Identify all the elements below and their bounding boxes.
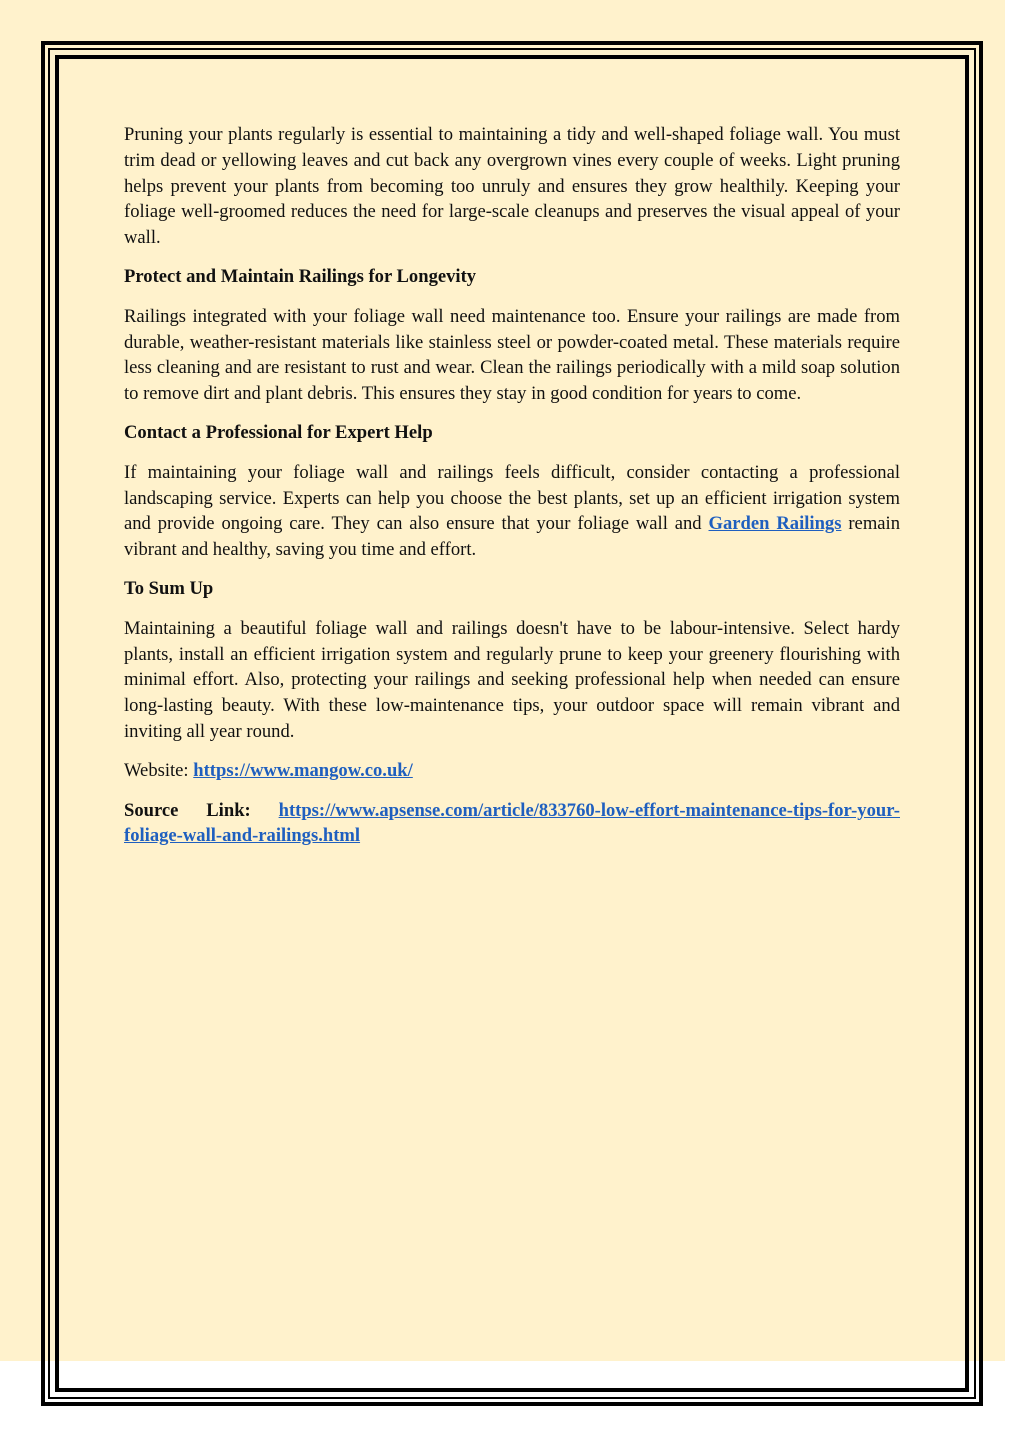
paragraph-professional [124,460,900,563]
paragraph-professional-text: If maintaining your foliage wall and railings feels difficult, consider contacting a professional landscaping service. Experts can help you choose the best plants, set up an efficient irrigation system and provide ongoing care. They can also ensure that your foliage wall and [124,461,900,535]
paragraph-railings: Railings integrated with your foliage wall need maintenance too. Ensure your railings are made from durable, weather-resistant materials like stainless steel or powder-coated metal. These materials require less cleaning and are resistant to rust and wear. Clean the railings periodically with a mild soap solution to remove dirt and plant debris. This ensures they stay in good condition for years to come. [124,305,900,405]
paragraph-professional-text-end: remain vibrant and healthy, saving you time and effort. [124,513,900,561]
heading-sum-up: To Sum Up [124,578,214,600]
heading-railings: Protect and Maintain Railings for Longevity [124,266,477,288]
website-label: Website: [124,760,194,782]
heading-professional: Contact a Professional for Expert Help [124,422,433,444]
source-label: Source Link: [124,799,279,821]
article-content [124,122,900,863]
paragraph-pruning: Pruning your plants regularly is essential to maintaining a tidy and well-shaped foliage wall. You must trim dead or yellowing leaves and cut back any overgrown vines every couple of weeks. Light pruning helps prevent your plants from becoming too unruly and ensures they grow healthily. Keeping your foliage well-groomed reduces the need for large-scale cleanups and preserves the visual appeal of your wall. [124,124,900,249]
website-line [124,758,900,784]
website-link[interactable]: https://www.mangow.co.uk/ [193,760,413,782]
source-link[interactable]: https://www.apsense.com/article/833760-low-effort-maintenance-tips-for-your-foliage-wall-and-railings.html [124,799,900,847]
source-line [124,798,900,850]
paragraph-sum-up: Maintaining a beautiful foliage wall and railings doesn't have to be labour-intensive. Select hardy plants, install an efficient irrigation system and regularly prune to keep your greenery flourishing with minimal effort. Also, protecting your railings and seeking professional help when needed can ensure long-lasting beauty. With these low-maintenance tips, your outdoor space will remain vibrant and inviting all year round. [124,617,900,742]
garden-railings-link[interactable]: Garden Railings [708,513,842,535]
